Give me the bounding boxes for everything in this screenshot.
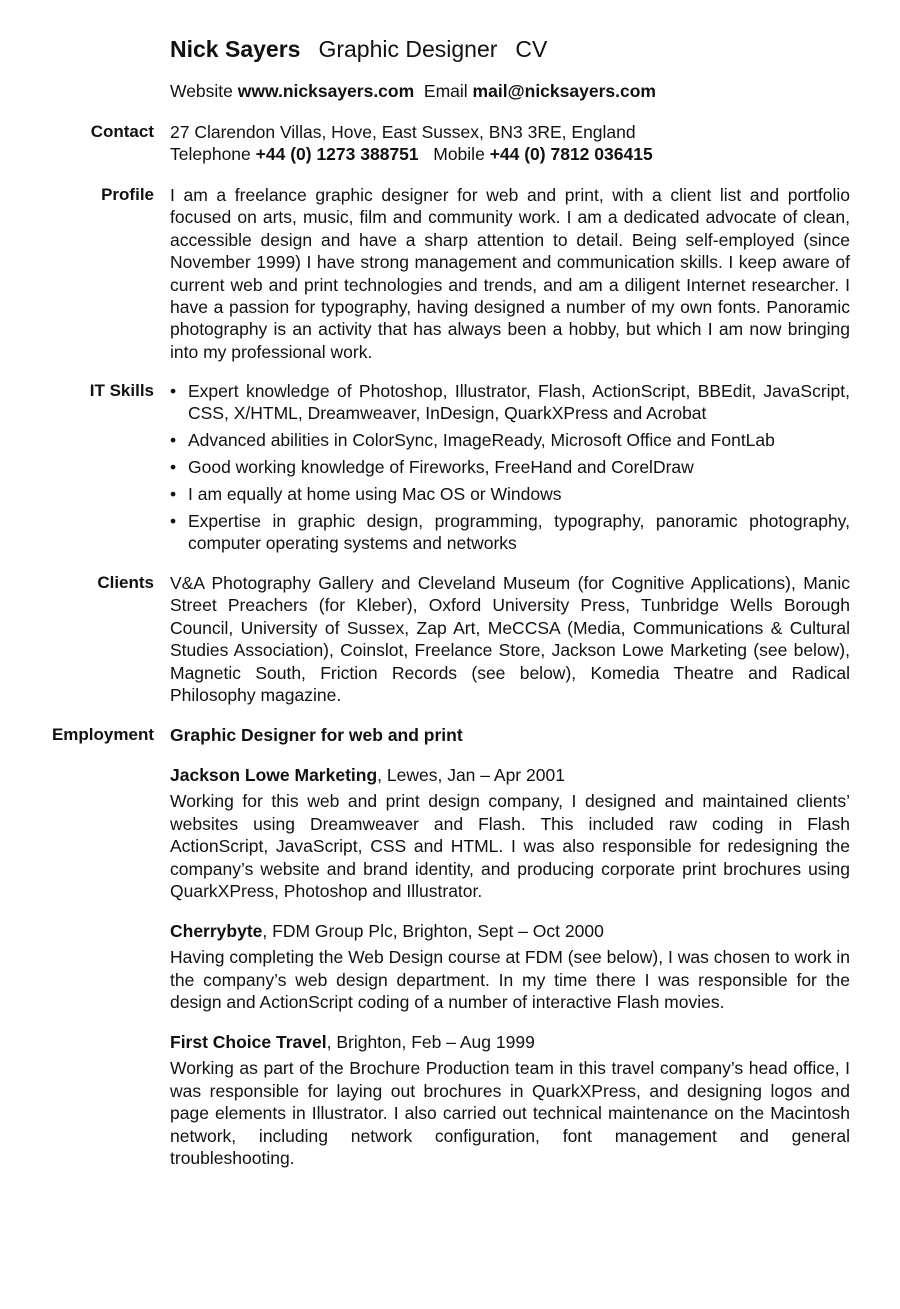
cv-title bbox=[170, 34, 547, 64]
job-description: Having completing the Web Design course at FDM (see below), I was chosen to work in the company’s web design department. In my time there I was responsible for the design and ActionScript coding of a number of interactive Flash movies. bbox=[170, 947, 850, 1013]
job-header bbox=[170, 920, 850, 942]
bullet-icon: • bbox=[170, 430, 177, 451]
it-skills-label: IT Skills bbox=[89, 381, 154, 400]
clients-label: Clients bbox=[97, 573, 154, 592]
person-name: Nick Sayers bbox=[170, 36, 301, 62]
skills-list bbox=[170, 380, 850, 555]
telephone-label: Telephone bbox=[170, 144, 251, 165]
bullet-icon: • bbox=[170, 511, 177, 532]
job-company: Jackson Lowe Marketing bbox=[170, 765, 378, 785]
clients-text: V&A Photography Gallery and Cleveland Museum (for Cognitive Applications), Manic Street Preachers (for Kleber), Oxford University Press, Tunbridge Wells Borough Council, University of Sussex, Zap Art, MeCCSA (Media, Communications & Cultural Studies Association), Coinslot, Freelance Store, Jackson Lowe Marketing (see below), Magnetic South, Friction Records (see below), Komedia Theatre and Radical Philosophy magazine. bbox=[170, 573, 850, 706]
website-label: Website bbox=[170, 81, 233, 101]
job-company: First Choice Travel bbox=[170, 1032, 327, 1052]
bullet-icon: • bbox=[170, 484, 177, 505]
mobile-number: +44 (0) 7812 036415 bbox=[489, 144, 653, 165]
job-entry bbox=[170, 764, 850, 902]
telephone-number: +44 (0) 1273 388751 bbox=[255, 144, 419, 165]
skill-item: • Expertise in graphic design, programming, typography, panoramic photography, computer operating systems and networks bbox=[170, 511, 850, 554]
skill-item: • Good working knowledge of Fireworks, FreeHand and CorelDraw bbox=[170, 457, 694, 478]
job-details: , FDM Group Plc, Brighton, Sept – Oct 2000 bbox=[262, 921, 604, 941]
employment-heading: Graphic Designer for web and print bbox=[170, 725, 463, 745]
skill-item: • I am equally at home using Mac OS or Windows bbox=[170, 484, 562, 505]
contact-label: Contact bbox=[90, 122, 154, 141]
skill-item: • Expert knowledge of Photoshop, Illustrator, Flash, ActionScript, BBEdit, JavaScript, CSS, X/HTML, Dreamweaver, InDesign, QuarkXPress and Acrobat bbox=[170, 381, 850, 424]
bullet-icon: • bbox=[170, 381, 177, 401]
skill-item: • Advanced abilities in ColorSync, ImageReady, Microsoft Office and FontLab bbox=[170, 430, 775, 451]
job-details: , Brighton, Feb – Aug 1999 bbox=[326, 1032, 535, 1052]
job-details: , Lewes, Jan – Apr 2001 bbox=[377, 765, 565, 785]
web-contact-line bbox=[170, 80, 656, 103]
document-type: CV bbox=[515, 36, 548, 62]
address: 27 Clarendon Villas, Hove, East Sussex, BN3 3RE, England bbox=[170, 122, 636, 142]
job-header bbox=[170, 1031, 850, 1053]
contact-body bbox=[170, 121, 850, 166]
mobile-label: Mobile bbox=[433, 144, 485, 165]
phone-line bbox=[170, 143, 850, 165]
email-link[interactable]: mail@nicksayers.com bbox=[472, 81, 656, 101]
person-role: Graphic Designer bbox=[318, 36, 498, 62]
job-company: Cherrybyte bbox=[170, 921, 263, 941]
job-entry bbox=[170, 920, 850, 1014]
employment-label: Employment bbox=[51, 725, 154, 744]
profile-text: I am a freelance graphic designer for web and print, with a client list and portfolio focused on arts, music, film and community work. I am a dedicated advocate of clean, accessible design and have a sharp attention to detail. Being self-employed (since November 1999) I have strong management and communication skills. I keep aware of current web and print technologies and trends, and am a diligent Internet researcher. I have a passion for typography, having designed a number of my own fonts. Panoramic photography is an activity that has always been a hobby, but which I am now bringing into my professional work. bbox=[170, 185, 850, 362]
email-label: Email bbox=[423, 81, 468, 101]
job-header bbox=[170, 764, 850, 786]
it-skills-body bbox=[170, 380, 850, 559]
job-entry bbox=[170, 1031, 850, 1169]
website-link[interactable]: www.nicksayers.com bbox=[237, 81, 415, 101]
job-description: Working for this web and print design company, I designed and maintained clients’ websites using Dreamweaver and Flash. This included raw coding in Flash ActionScript, JavaScript, CSS and HTML. I was also responsible for redesigning the company’s website and brand identity, and producing corporate print brochures using QuarkXPress, Photoshop and Illustrator. bbox=[170, 791, 850, 902]
job-description: Working as part of the Brochure Production team in this travel company’s head office, I was responsible for laying out brochures in QuarkXPress, and designing logos and page elements in Illustrator. I also carried out technical maintenance on the Macintosh network, including network configuration, font management and general troubleshooting. bbox=[170, 1058, 850, 1169]
profile-label: Profile bbox=[101, 185, 154, 204]
bullet-icon: • bbox=[170, 457, 177, 478]
